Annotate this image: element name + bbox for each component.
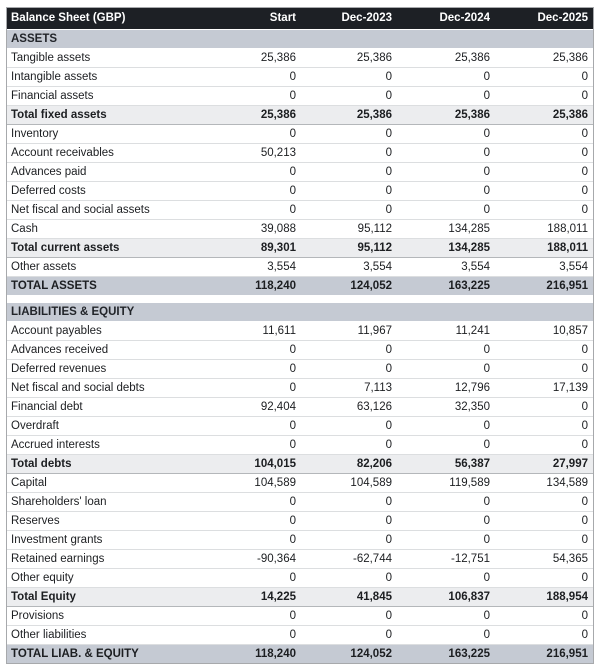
cell-value: 0 — [495, 87, 593, 106]
cell-value: 0 — [229, 607, 301, 626]
row-label: Intangible assets — [7, 68, 229, 87]
cell-value: 0 — [397, 607, 495, 626]
cell-value: 0 — [495, 417, 593, 436]
cell-value: 0 — [229, 626, 301, 645]
cell-value: 0 — [397, 68, 495, 87]
cell-value: 104,589 — [301, 474, 397, 493]
cell-value: 0 — [495, 125, 593, 144]
cell-value: 0 — [397, 569, 495, 588]
cell-value: 0 — [397, 512, 495, 531]
table-body — [7, 30, 593, 664]
balance-sheet-table — [7, 8, 593, 663]
table-row — [7, 239, 593, 258]
cell-value: 39,088 — [229, 220, 301, 239]
cell-value: 10,857 — [495, 322, 593, 341]
table-row — [7, 550, 593, 569]
cell-value: 0 — [301, 493, 397, 512]
cell-value: 0 — [397, 360, 495, 379]
cell-value: 0 — [301, 531, 397, 550]
table-row — [7, 626, 593, 645]
table-row — [7, 68, 593, 87]
cell-value: 106,837 — [397, 588, 495, 607]
spacer-row — [7, 295, 593, 303]
row-label: Net fiscal and social debts — [7, 379, 229, 398]
row-label: Other assets — [7, 258, 229, 277]
cell-value: 0 — [229, 125, 301, 144]
cell-value: 163,225 — [397, 277, 495, 296]
cell-value: 0 — [229, 493, 301, 512]
table-row — [7, 201, 593, 220]
cell-value: 0 — [495, 144, 593, 163]
cell-value: 0 — [229, 512, 301, 531]
table-row — [7, 322, 593, 341]
row-label: ASSETS — [7, 30, 593, 49]
cell-value: 0 — [495, 341, 593, 360]
cell-value: 3,554 — [301, 258, 397, 277]
table-row — [7, 645, 593, 664]
cell-value: 0 — [495, 436, 593, 455]
row-label: TOTAL LIAB. & EQUITY — [7, 645, 229, 664]
cell-value: 0 — [397, 182, 495, 201]
cell-value: 63,126 — [301, 398, 397, 417]
cell-value: 0 — [229, 417, 301, 436]
row-label: Total debts — [7, 455, 229, 474]
cell-value: 0 — [301, 341, 397, 360]
cell-value: 0 — [301, 569, 397, 588]
cell-value: 124,052 — [301, 645, 397, 664]
table-row — [7, 144, 593, 163]
cell-value: 0 — [301, 201, 397, 220]
cell-value: 54,365 — [495, 550, 593, 569]
cell-value: 0 — [397, 144, 495, 163]
row-label: Advances received — [7, 341, 229, 360]
cell-value: 25,386 — [301, 49, 397, 68]
row-label: Other liabilities — [7, 626, 229, 645]
column-header-start: Start — [229, 8, 301, 30]
cell-value: 25,386 — [397, 106, 495, 125]
cell-value: 0 — [301, 163, 397, 182]
cell-value: 95,112 — [301, 239, 397, 258]
cell-value: 0 — [495, 182, 593, 201]
table-row — [7, 569, 593, 588]
cell-value: 89,301 — [229, 239, 301, 258]
row-label: Total current assets — [7, 239, 229, 258]
cell-value: 0 — [301, 360, 397, 379]
row-label: Shareholders' loan — [7, 493, 229, 512]
row-label: Net fiscal and social assets — [7, 201, 229, 220]
table-row — [7, 258, 593, 277]
table-row — [7, 588, 593, 607]
cell-value: 3,554 — [397, 258, 495, 277]
row-label: Total Equity — [7, 588, 229, 607]
cell-value: 25,386 — [495, 49, 593, 68]
table-row — [7, 455, 593, 474]
column-header-dec-2023: Dec-2023 — [301, 8, 397, 30]
cell-value: 11,611 — [229, 322, 301, 341]
row-label: Cash — [7, 220, 229, 239]
table-row — [7, 303, 593, 322]
spacer-cell — [7, 295, 593, 303]
cell-value: 0 — [301, 87, 397, 106]
table-title: Balance Sheet (GBP) — [7, 8, 229, 30]
table-row — [7, 163, 593, 182]
cell-value: 119,589 — [397, 474, 495, 493]
cell-value: 0 — [397, 125, 495, 144]
cell-value: 0 — [229, 87, 301, 106]
cell-value: 0 — [301, 68, 397, 87]
cell-value: 32,350 — [397, 398, 495, 417]
cell-value: 92,404 — [229, 398, 301, 417]
table-row — [7, 49, 593, 68]
table-row — [7, 182, 593, 201]
cell-value: 0 — [301, 626, 397, 645]
cell-value: 0 — [397, 201, 495, 220]
cell-value: 134,589 — [495, 474, 593, 493]
row-label: Deferred revenues — [7, 360, 229, 379]
cell-value: 188,011 — [495, 220, 593, 239]
cell-value: 0 — [397, 163, 495, 182]
cell-value: 124,052 — [301, 277, 397, 296]
row-label: LIABILITIES & EQUITY — [7, 303, 593, 322]
column-header-dec-2025: Dec-2025 — [495, 8, 593, 30]
cell-value: 0 — [301, 607, 397, 626]
cell-value: 0 — [229, 163, 301, 182]
row-label: Total fixed assets — [7, 106, 229, 125]
cell-value: 25,386 — [301, 106, 397, 125]
cell-value: 41,845 — [301, 588, 397, 607]
cell-value: 0 — [495, 360, 593, 379]
cell-value: 163,225 — [397, 645, 495, 664]
row-label: Deferred costs — [7, 182, 229, 201]
cell-value: 0 — [229, 569, 301, 588]
cell-value: 3,554 — [495, 258, 593, 277]
cell-value: -12,751 — [397, 550, 495, 569]
table-row — [7, 493, 593, 512]
cell-value: 12,796 — [397, 379, 495, 398]
balance-sheet — [6, 7, 594, 664]
cell-value: 56,387 — [397, 455, 495, 474]
cell-value: 0 — [301, 512, 397, 531]
row-label: Financial debt — [7, 398, 229, 417]
cell-value: 104,015 — [229, 455, 301, 474]
cell-value: 0 — [495, 607, 593, 626]
cell-value: 0 — [495, 201, 593, 220]
cell-value: 0 — [301, 125, 397, 144]
header-row — [7, 8, 593, 30]
cell-value: 0 — [229, 379, 301, 398]
cell-value: 0 — [495, 569, 593, 588]
row-label: Retained earnings — [7, 550, 229, 569]
cell-value: 0 — [397, 87, 495, 106]
table-row — [7, 417, 593, 436]
table-row — [7, 360, 593, 379]
cell-value: 0 — [229, 68, 301, 87]
cell-value: 118,240 — [229, 645, 301, 664]
cell-value: 25,386 — [495, 106, 593, 125]
cell-value: 0 — [229, 531, 301, 550]
cell-value: 134,285 — [397, 220, 495, 239]
table-row — [7, 398, 593, 417]
cell-value: -90,364 — [229, 550, 301, 569]
row-label: Tangible assets — [7, 49, 229, 68]
cell-value: 104,589 — [229, 474, 301, 493]
cell-value: 0 — [495, 68, 593, 87]
cell-value: 0 — [301, 182, 397, 201]
cell-value: 0 — [397, 626, 495, 645]
cell-value: 25,386 — [229, 49, 301, 68]
cell-value: 0 — [495, 626, 593, 645]
cell-value: 0 — [397, 341, 495, 360]
cell-value: 216,951 — [495, 645, 593, 664]
table-row — [7, 87, 593, 106]
cell-value: 25,386 — [229, 106, 301, 125]
row-label: Account payables — [7, 322, 229, 341]
table-row — [7, 277, 593, 296]
cell-value: 0 — [397, 531, 495, 550]
row-label: Provisions — [7, 607, 229, 626]
row-label: Accrued interests — [7, 436, 229, 455]
cell-value: -62,744 — [301, 550, 397, 569]
row-label: Overdraft — [7, 417, 229, 436]
row-label: Inventory — [7, 125, 229, 144]
cell-value: 0 — [495, 398, 593, 417]
table-row — [7, 474, 593, 493]
cell-value: 0 — [229, 201, 301, 220]
cell-value: 0 — [229, 341, 301, 360]
cell-value: 14,225 — [229, 588, 301, 607]
column-header-dec-2024: Dec-2024 — [397, 8, 495, 30]
cell-value: 188,011 — [495, 239, 593, 258]
cell-value: 17,139 — [495, 379, 593, 398]
cell-value: 11,967 — [301, 322, 397, 341]
cell-value: 118,240 — [229, 277, 301, 296]
table-row — [7, 436, 593, 455]
row-label: Other equity — [7, 569, 229, 588]
cell-value: 0 — [397, 493, 495, 512]
table-row — [7, 607, 593, 626]
table-row — [7, 106, 593, 125]
table-row — [7, 341, 593, 360]
cell-value: 0 — [495, 163, 593, 182]
row-label: Advances paid — [7, 163, 229, 182]
table-row — [7, 512, 593, 531]
cell-value: 25,386 — [397, 49, 495, 68]
cell-value: 95,112 — [301, 220, 397, 239]
row-label: Account receivables — [7, 144, 229, 163]
row-label: TOTAL ASSETS — [7, 277, 229, 296]
cell-value: 134,285 — [397, 239, 495, 258]
cell-value: 216,951 — [495, 277, 593, 296]
cell-value: 0 — [301, 417, 397, 436]
cell-value: 188,954 — [495, 588, 593, 607]
cell-value: 0 — [495, 493, 593, 512]
cell-value: 0 — [229, 436, 301, 455]
table-row — [7, 220, 593, 239]
cell-value: 0 — [229, 182, 301, 201]
table-row — [7, 531, 593, 550]
cell-value: 0 — [397, 417, 495, 436]
cell-value: 0 — [495, 531, 593, 550]
cell-value: 0 — [301, 144, 397, 163]
cell-value: 3,554 — [229, 258, 301, 277]
cell-value: 82,206 — [301, 455, 397, 474]
cell-value: 0 — [229, 360, 301, 379]
cell-value: 0 — [301, 436, 397, 455]
cell-value: 7,113 — [301, 379, 397, 398]
row-label: Financial assets — [7, 87, 229, 106]
cell-value: 27,997 — [495, 455, 593, 474]
table-row — [7, 125, 593, 144]
row-label: Reserves — [7, 512, 229, 531]
table-row — [7, 379, 593, 398]
cell-value: 50,213 — [229, 144, 301, 163]
cell-value: 0 — [397, 436, 495, 455]
cell-value: 11,241 — [397, 322, 495, 341]
cell-value: 0 — [495, 512, 593, 531]
row-label: Investment grants — [7, 531, 229, 550]
table-row — [7, 30, 593, 49]
row-label: Capital — [7, 474, 229, 493]
